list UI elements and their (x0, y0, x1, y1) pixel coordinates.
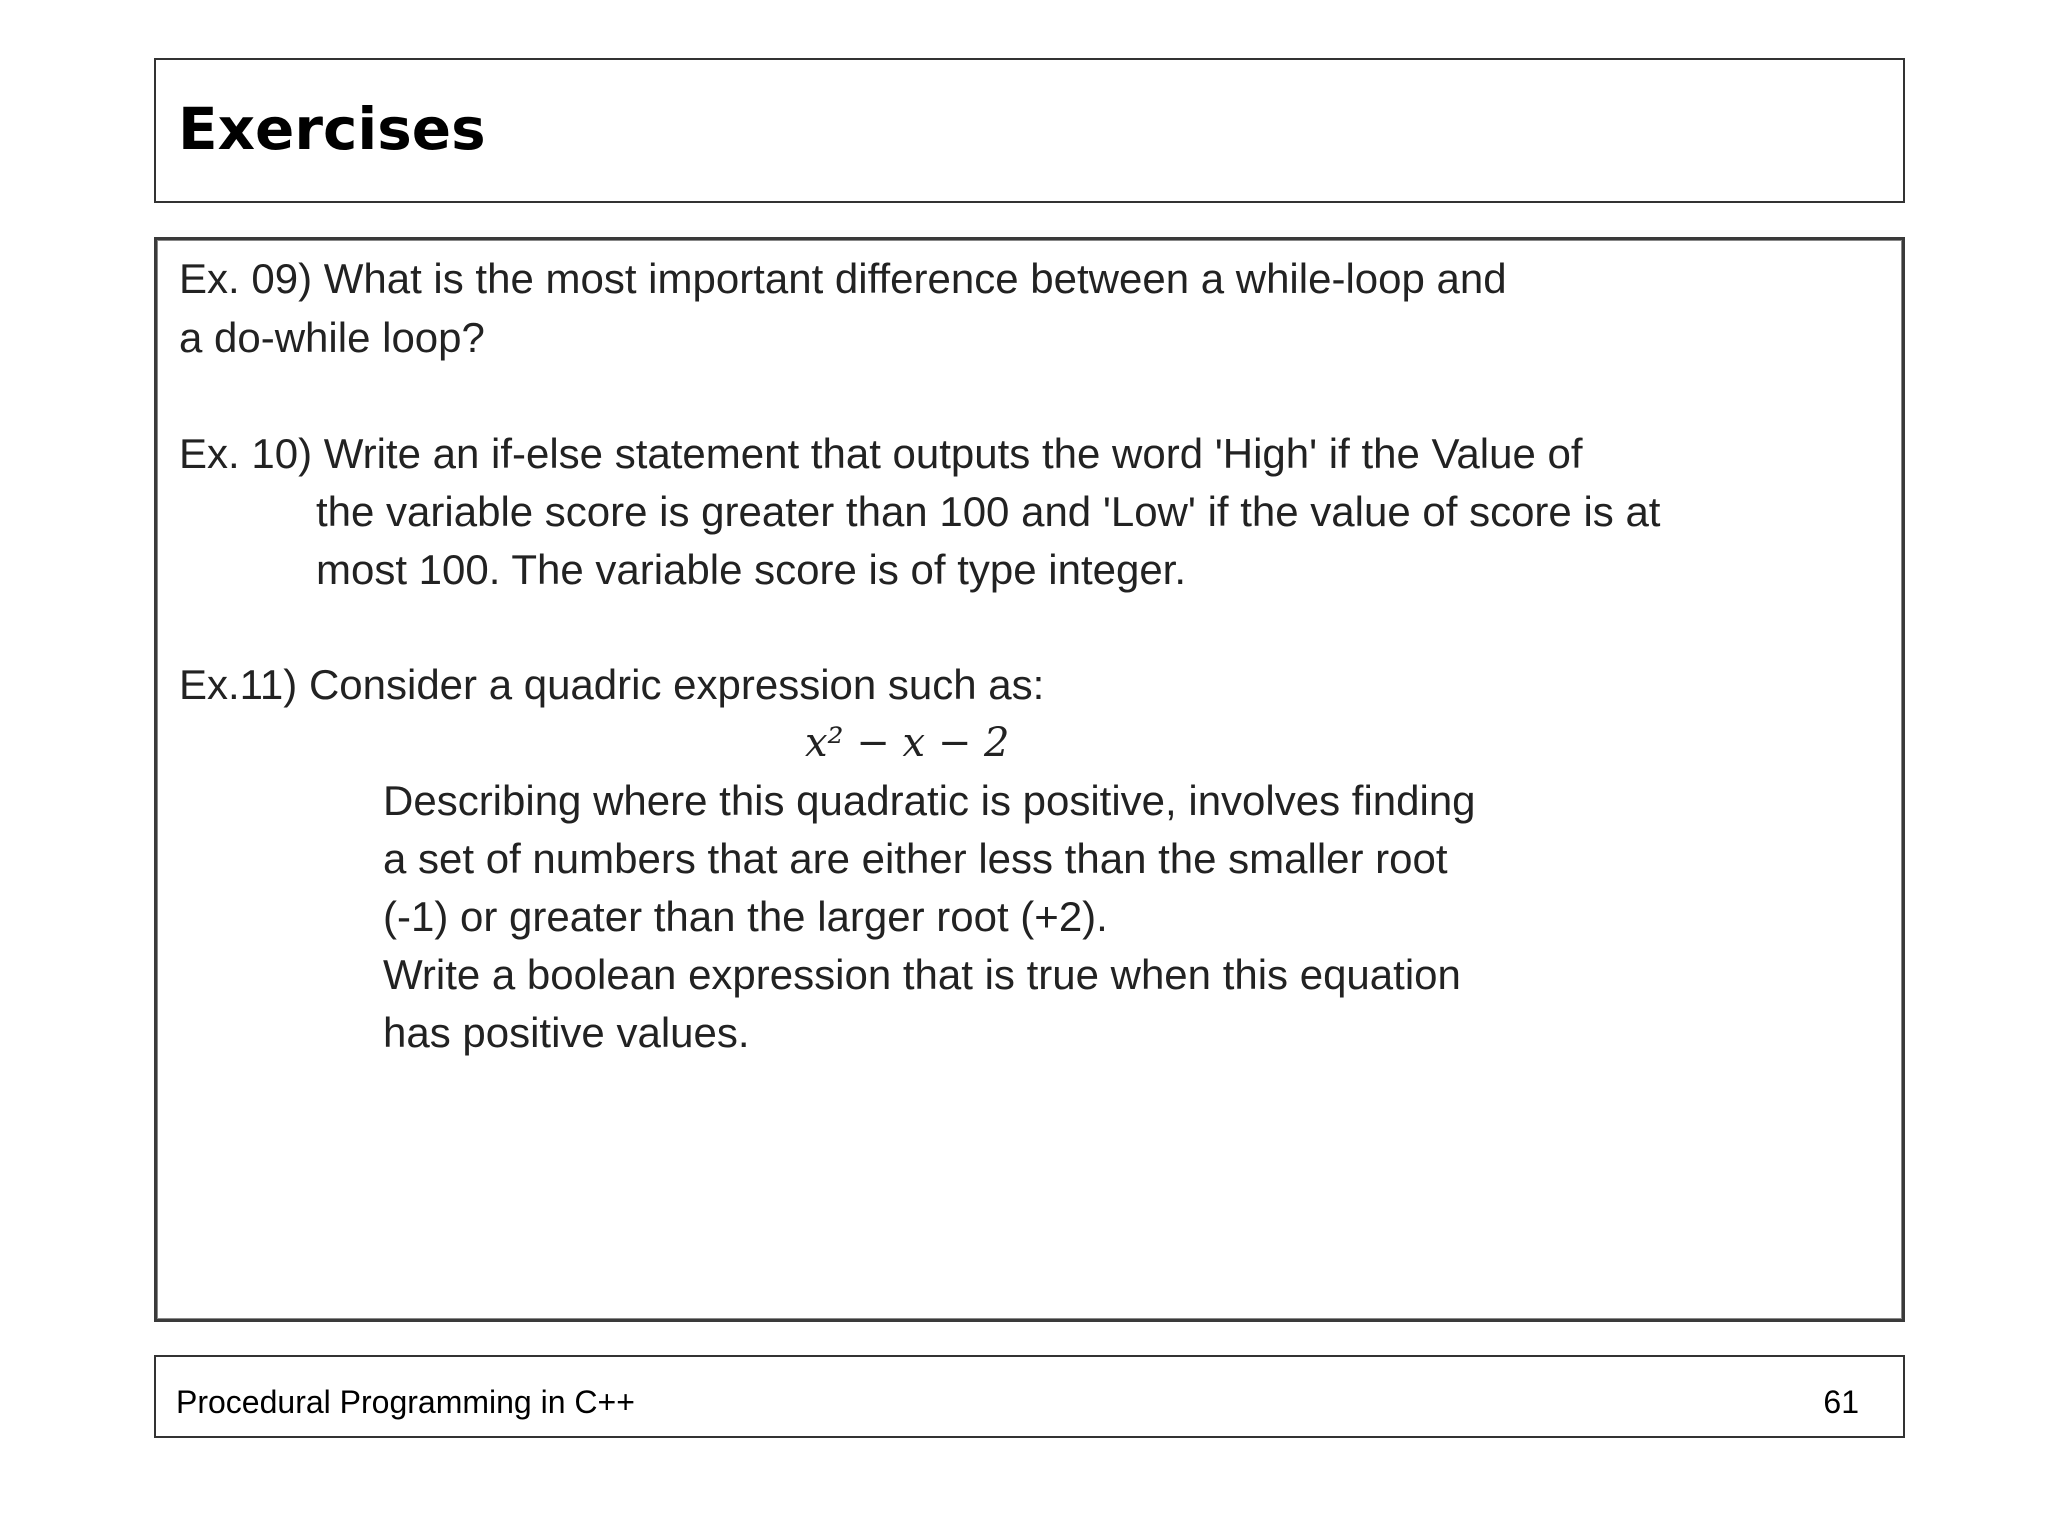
ex11-line-5: has positive values. (383, 1009, 750, 1056)
footer-page-number: 61 (1823, 1384, 1859, 1420)
ex11-line-3: (-1) or greater than the larger root (+2). (383, 893, 1108, 940)
slide-title-box (154, 58, 1905, 203)
footer-course-title: Procedural Programming in C++ (176, 1384, 635, 1420)
ex09-line-1: Ex. 09) What is the most important difference between a while-loop and (179, 255, 1507, 302)
exercise-content-box (154, 237, 1905, 1322)
quadratic-formula: x² − x − 2 (805, 720, 1010, 766)
ex10-line-2: the variable score is greater than 100 and 'Low' if the value of score is at (316, 488, 1661, 535)
slide-title: Exercises (178, 95, 486, 163)
ex11-heading: Ex.11) Consider a quadric expression such as: (179, 661, 1045, 708)
ex10-line-1: Ex. 10) Write an if-else statement that outputs the word 'High' if the Value of (179, 430, 1583, 477)
ex10-line-3: most 100. The variable score is of type integer. (316, 546, 1187, 593)
ex09-line-2: a do-while loop? (179, 314, 485, 361)
ex11-line-1: Describing where this quadratic is positive, involves finding (383, 777, 1476, 824)
ex11-line-2: a set of numbers that are either less than the smaller root (383, 835, 1448, 882)
ex11-line-4: Write a boolean expression that is true when this equation (383, 951, 1461, 998)
slide-footer (154, 1355, 1905, 1438)
